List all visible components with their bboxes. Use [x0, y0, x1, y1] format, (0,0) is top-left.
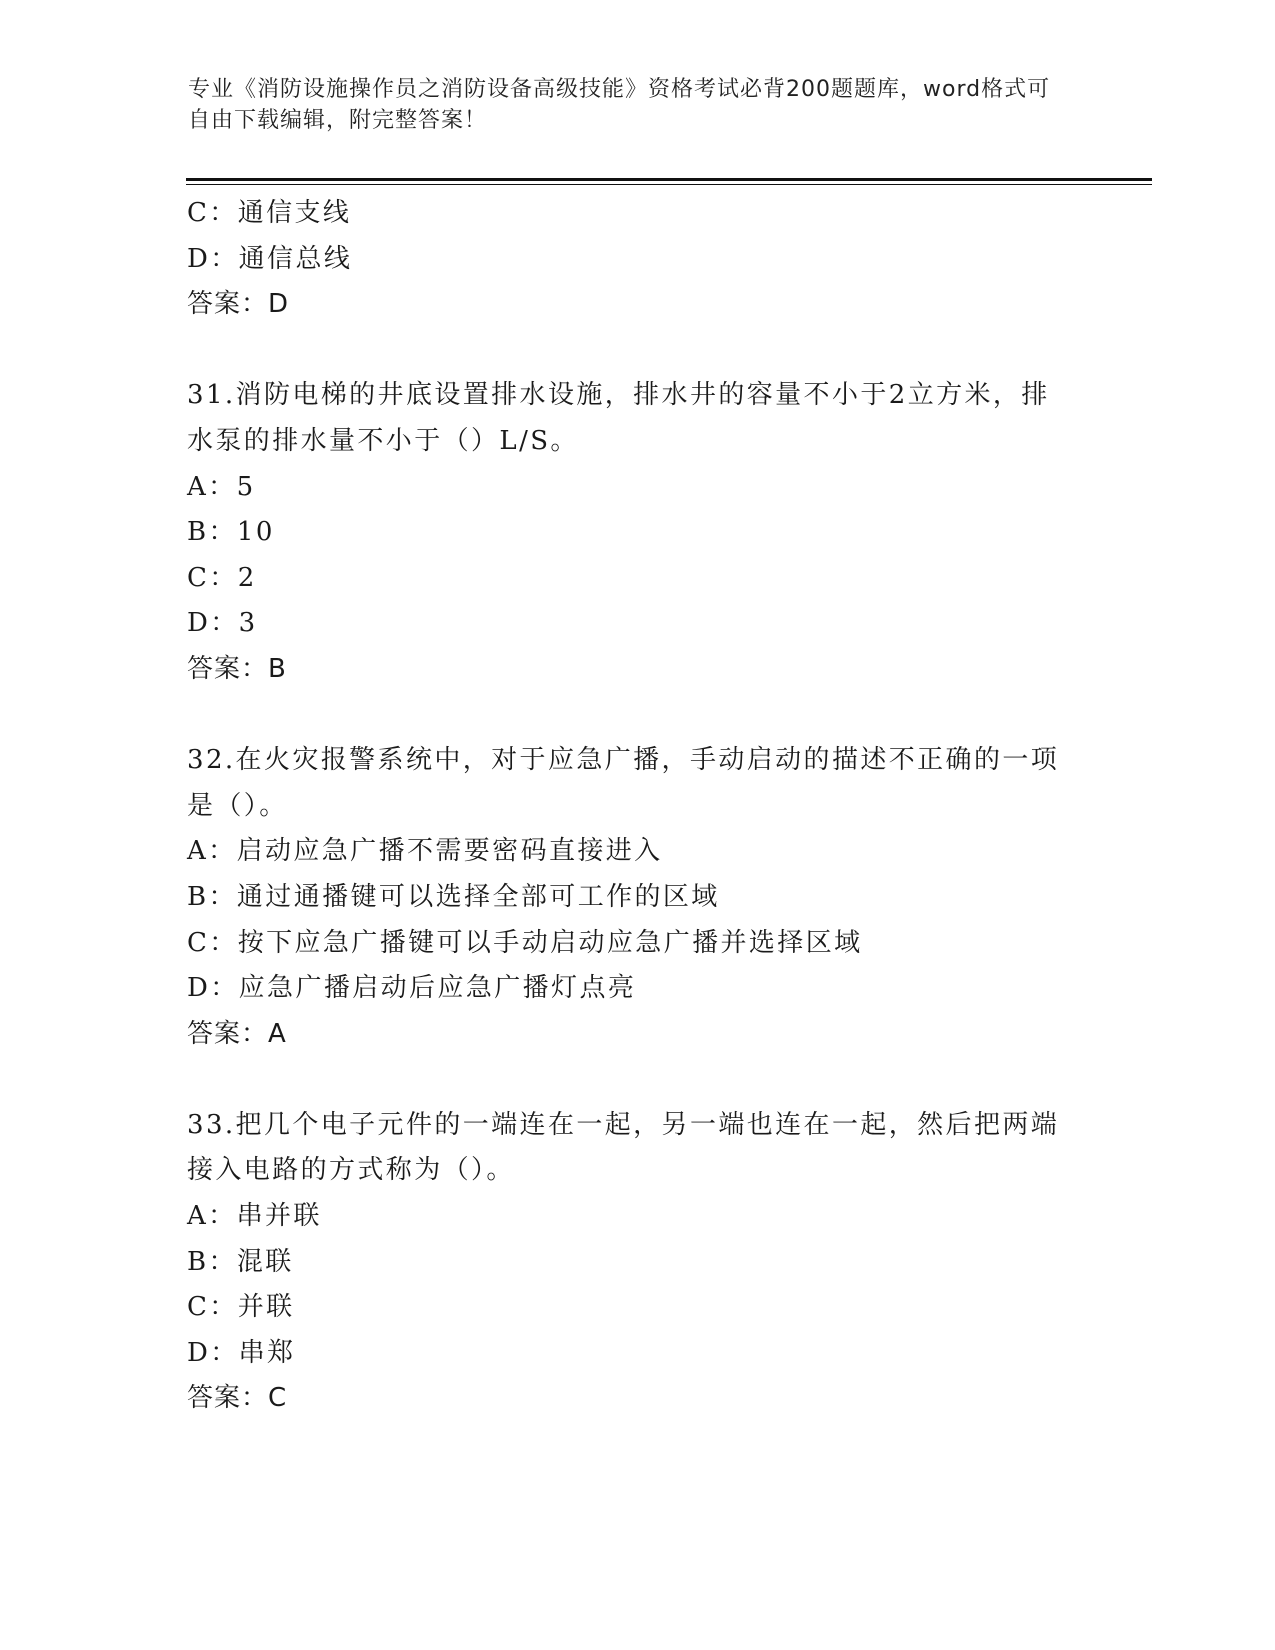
- option-a: A：串并联: [187, 1201, 322, 1232]
- option-a: A：5: [187, 471, 256, 502]
- option-b: B：混联: [187, 1246, 294, 1277]
- question-stem: 32.在火灾报警系统中，对于应急广播，手动启动的描述不正确的一项是（）。: [187, 745, 1060, 821]
- question-32: [187, 738, 1087, 1057]
- answer-line: 答案：C: [187, 1383, 288, 1414]
- question-stem: 31.消防电梯的井底设置排水设施，排水井的容量不小于2立方米，排水泵的排水量不小于（）L/S。: [187, 380, 1050, 456]
- question-stem: 33.把几个电子元件的一端连在一起，另一端也连在一起，然后把两端接入电路的方式称为（）。: [187, 1109, 1060, 1186]
- question-31: [187, 373, 1087, 692]
- answer-line: 答案：D: [187, 289, 290, 320]
- header-rule-thick: [186, 178, 1152, 181]
- option-d: D：应急广播启动后应急广播灯点亮: [187, 973, 637, 1004]
- document-header: 专业《消防设施操作员之消防设备高级技能》资格考试必背200题题库，word格式可自由下载编辑，附完整答案！: [188, 77, 1051, 133]
- prev-question: [187, 191, 1087, 328]
- option-d: D：串郑: [187, 1337, 296, 1368]
- option-b: B：10: [187, 517, 275, 548]
- option-a: A：启动应急广播不需要密码直接进入: [187, 836, 663, 867]
- option-d: D：通信总线: [187, 243, 353, 274]
- option-c: C：2: [187, 562, 257, 593]
- question-33: [187, 1103, 1087, 1422]
- option-c: C：通信支线: [187, 198, 352, 228]
- header-rule-thin: [186, 184, 1152, 185]
- option-c: C：按下应急广播键可以手动启动应急广播并选择区域: [187, 927, 863, 958]
- answer-line: 答案：A: [187, 1018, 287, 1049]
- question-list: [187, 191, 1087, 1422]
- answer-line: 答案：B: [187, 653, 287, 684]
- option-b: B：通过通播键可以选择全部可工作的区域: [187, 881, 720, 912]
- option-c: C：并联: [187, 1292, 295, 1323]
- option-d: D：3: [187, 608, 258, 639]
